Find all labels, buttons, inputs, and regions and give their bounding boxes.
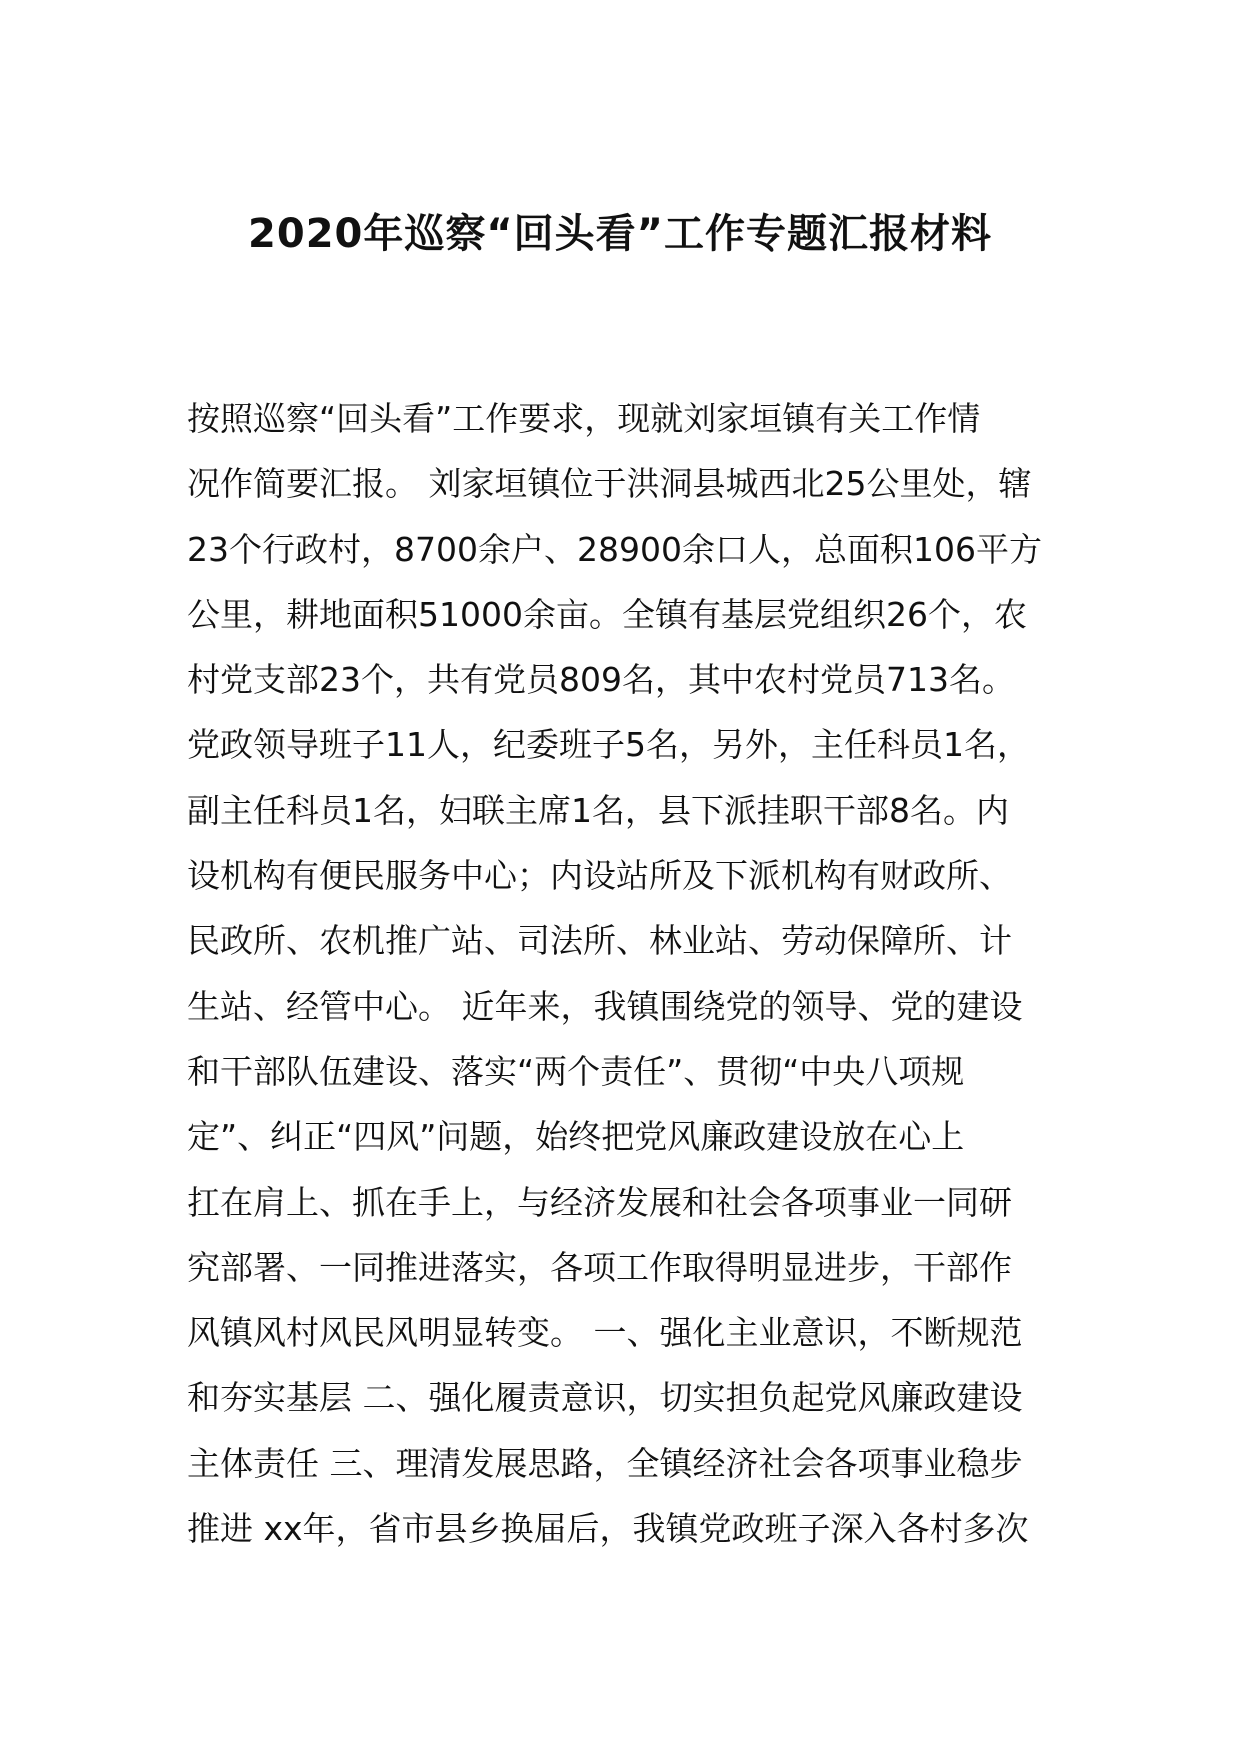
body-line: 推进 xx年，省市县乡换届后，我镇党政班子深入各村多次 (187, 1509, 1029, 1549)
body-line: 副主任科员1名，妇联主席1名，县下派挂职干部8名。内 (187, 790, 1009, 830)
body-line: 设机构有便民服务中心；内设站所及下派机构有财政所、 (187, 856, 1012, 896)
document-title: 2020年巡察“回头看”工作专题汇报材料 (248, 211, 992, 257)
body-line: 究部署、一同推进落实，各项工作取得明显进步，干部作 (187, 1247, 1012, 1287)
body-line: 和夯实基层 二、强化履责意识，切实担负起党风廉政建设 (187, 1378, 1023, 1418)
body-line: 党政领导班子11人，纪委班子5名，另外，主任科员1名， (187, 725, 1030, 765)
body-line: 和干部队伍建设、落实“两个责任”、贯彻“中央八项规 (187, 1051, 965, 1091)
body-line: 主体责任 三、理清发展思路，全镇经济社会各项事业稳步 (187, 1443, 1023, 1483)
body-line: 况作简要汇报。 刘家垣镇位于洪洞县城西北25公里处，辖 (187, 464, 1032, 504)
body-line: 生站、经管中心。 近年来，我镇围绕党的领导、党的建设 (187, 986, 1023, 1026)
body-line: 23个行政村，8700余户、28900余口人，总面积106平方 (187, 529, 1042, 569)
body-line: 按照巡察“回头看”工作要求，现就刘家垣镇有关工作情 (187, 399, 981, 438)
body-line: 公里，耕地面积51000余亩。全镇有基层党组织26个，农 (187, 594, 1027, 634)
body-line: 村党支部23个，共有党员809名，其中农村党员713名。 (187, 660, 1015, 700)
body-line: 定”、纠正“四风”问题，始终把党风廉政建设放在心上 (187, 1117, 965, 1157)
body-line: 风镇风村风民风明显转变。 一、强化主业意识，不断规范 (187, 1313, 1023, 1353)
body-line: 扛在肩上、抓在手上，与经济发展和社会各项事业一同研 (187, 1182, 1012, 1222)
document-body (187, 386, 1087, 1561)
body-line: 民政所、农机推广站、司法所、林业站、劳动保障所、计 (187, 921, 1012, 961)
